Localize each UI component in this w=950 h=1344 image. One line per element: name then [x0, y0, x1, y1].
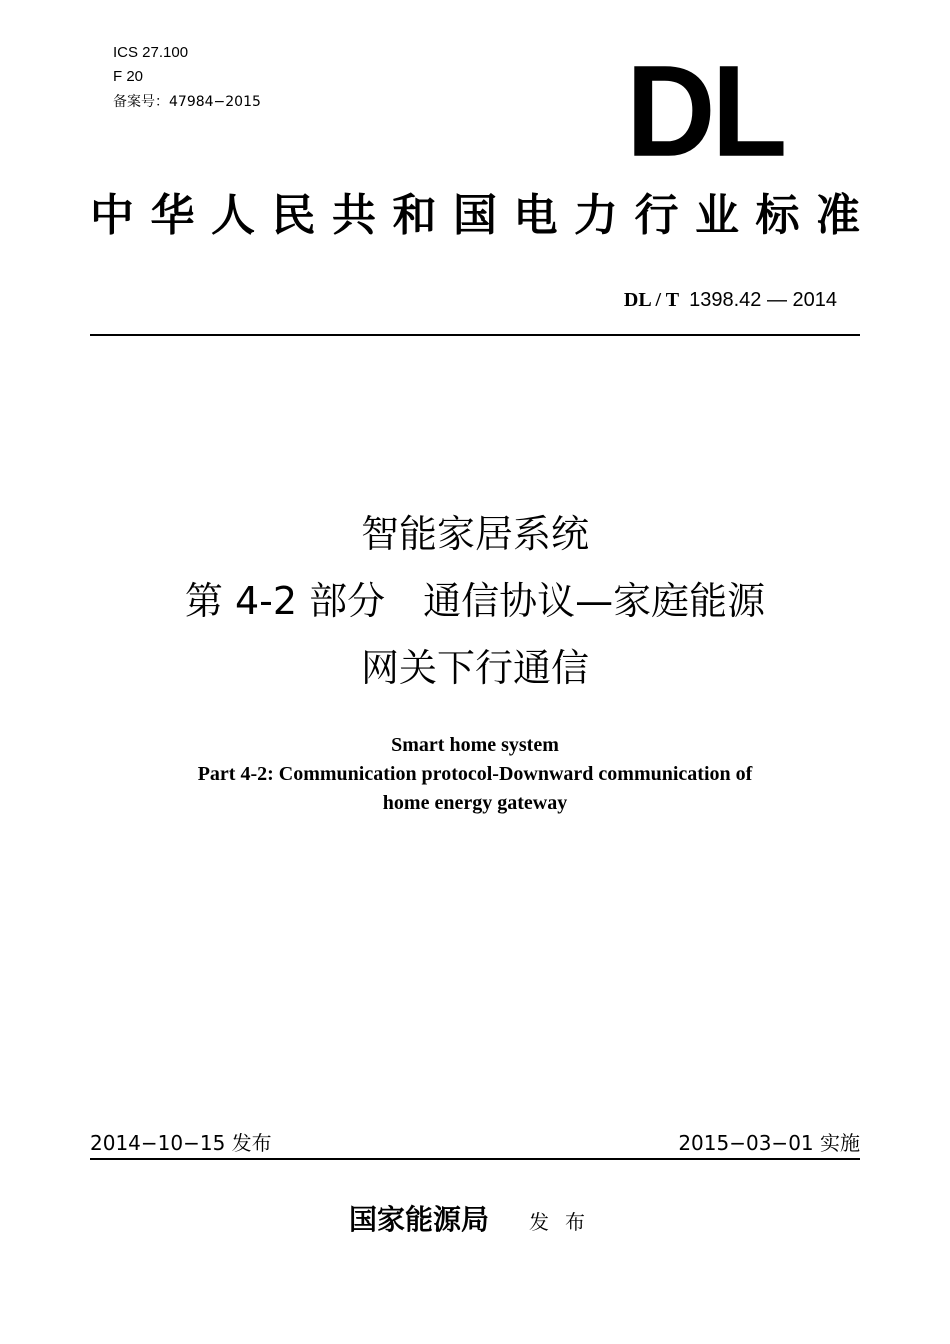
filing-number: 备案号：47984−2015	[113, 94, 261, 110]
publisher-action: 发布	[529, 1210, 601, 1234]
chinese-title-line-2: 第 4-2 部分 通信协议—家庭能源	[184, 579, 766, 623]
english-title-line-2: Part 4-2: Communication protocol-Downward communication of	[197, 763, 753, 785]
chinese-title-line-3: 网关下行通信	[360, 646, 589, 690]
bottom-divider	[90, 1158, 860, 1160]
standard-code-number: 1398.42 — 2014	[689, 289, 837, 311]
english-title-line-3: home energy gateway	[382, 792, 568, 814]
chinese-title-line-1: 智能家居系统	[360, 512, 589, 556]
top-divider	[90, 334, 860, 336]
standard-code-prefix: DL / T	[623, 289, 680, 311]
implementation-date: 2015−03−01 实施	[678, 1131, 860, 1155]
publisher	[0, 1202, 950, 1240]
standard-category-title: 中华人民共和国电力行业标准	[90, 190, 860, 241]
publisher-org: 国家能源局	[348, 1203, 489, 1236]
standard-code	[624, 287, 837, 313]
dl-logo: DL	[626, 39, 784, 185]
issue-date: 2014−10−15 发布	[90, 1131, 272, 1155]
english-title-line-1: Smart home system	[391, 734, 559, 756]
ics-code: ICS 27.100	[113, 44, 189, 61]
ccs-code: F 20	[113, 68, 144, 85]
